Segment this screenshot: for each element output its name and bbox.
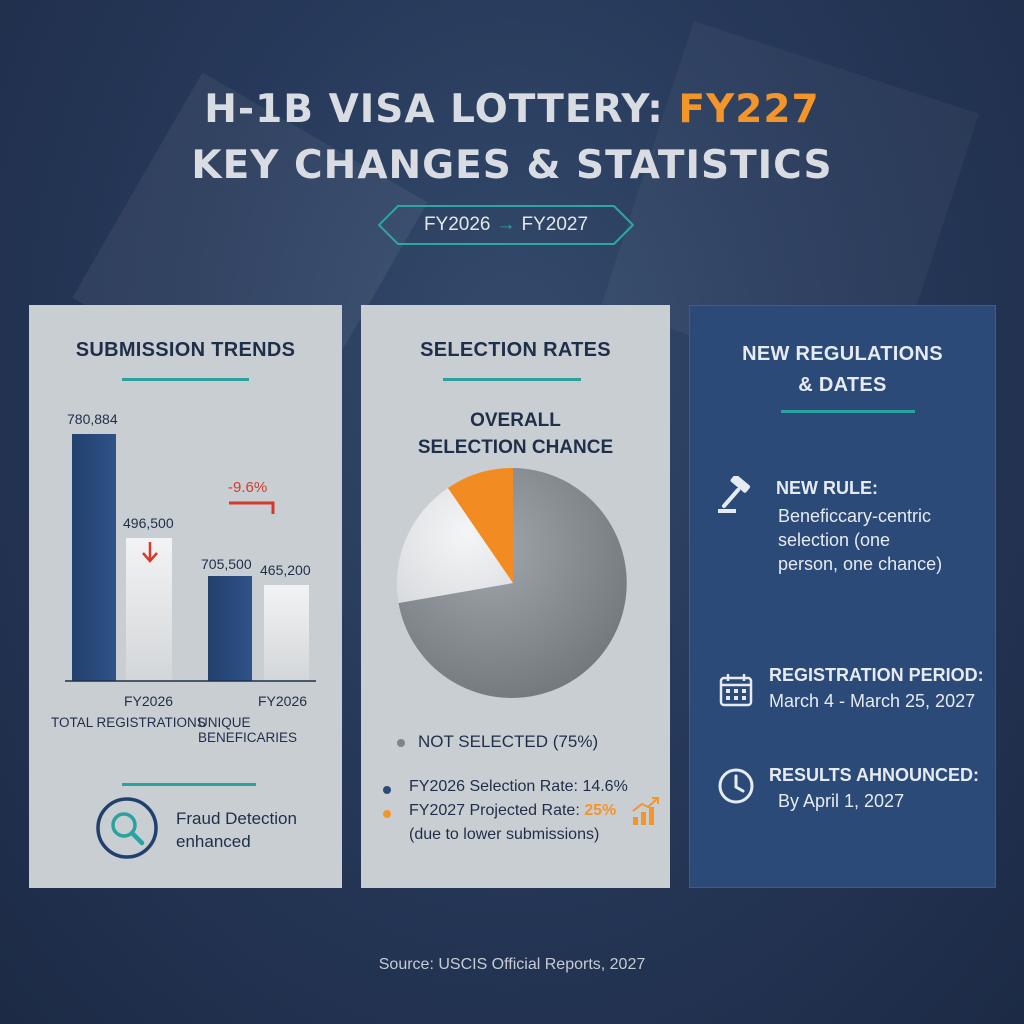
bar-value-label: 465,200 — [260, 562, 311, 578]
regulations-heading — [690, 339, 995, 401]
fraud-detection-note — [176, 807, 297, 853]
calendar-icon — [718, 672, 754, 708]
registration-period-dates: March 4 - March 25, 2027 — [769, 691, 976, 711]
fy-badge — [378, 205, 634, 245]
new-rule-text — [778, 504, 942, 576]
arrow-right-icon: → — [496, 214, 516, 235]
badge-from: FY2026 — [423, 214, 491, 235]
legend-dot-gray — [397, 739, 405, 747]
regulations-heading-line-1: NEW REGULATIONS — [742, 343, 943, 365]
clock-icon — [716, 766, 756, 806]
regulations-heading-line-2: & DATES — [798, 374, 887, 396]
bar-value-label: 705,500 — [201, 556, 252, 572]
legend-dot-navy — [383, 786, 391, 794]
group-year-label: FY2026 — [124, 693, 174, 709]
submission-trends-panel — [29, 305, 342, 888]
pie-title-line-2: SELECTION CHANCE — [417, 437, 614, 458]
group-name-label: UNIQUE BENEFICARIES — [198, 715, 298, 745]
registration-period-title: REGISTRATION PERIOD: — [769, 665, 984, 685]
selection-rates-panel — [361, 305, 670, 888]
divider-line — [122, 783, 256, 786]
legend-dot-orange — [383, 810, 391, 818]
new-rule-line-1: Beneficcary-centric — [778, 506, 932, 526]
legend-not-selected: NOT SELECTED (75%) — [418, 732, 599, 751]
selection-pie-chart — [361, 305, 670, 888]
bar-value-label: 780,884 — [67, 411, 118, 427]
results-date: By April 1, 2027 — [778, 791, 905, 811]
trend-up-icon — [631, 795, 661, 827]
group-name-label: TOTAL REGISTRATIONS — [51, 715, 206, 730]
results-title: RESULTS AHNOUNCED: — [769, 765, 979, 785]
legend-fy2027 — [409, 802, 616, 820]
legend-fy2027-value: 25% — [584, 802, 617, 819]
submission-trends-heading: SUBMISSION TRENDS — [75, 339, 296, 361]
legend-fy2026: FY2026 Selection Rate: 14.6% — [409, 778, 628, 795]
bar-fy2026-unique — [208, 576, 252, 681]
title-line2: KEY CHANGES & STATISTICS — [191, 143, 833, 188]
bar-fy2026-total — [72, 434, 116, 681]
new-rule-line-2: selection (one — [778, 530, 891, 550]
title-accent: FY227 — [678, 87, 820, 132]
selection-rates-heading: SELECTION RATES — [420, 339, 611, 361]
magnifier-icon — [94, 795, 160, 861]
page-title — [0, 82, 1024, 194]
change-badge-total: -9.6% — [228, 479, 268, 496]
bar-value-label: 496,500 — [123, 515, 174, 531]
fraud-line-2: enhanced — [176, 832, 251, 851]
gavel-icon — [716, 476, 756, 516]
submission-bar-chart — [29, 305, 342, 888]
source-note: Source: USCIS Official Reports, 2027 — [378, 956, 646, 973]
group-year-label: FY2026 — [258, 693, 308, 709]
pie-chart — [397, 468, 627, 698]
bar-fy2027-unique — [264, 585, 309, 681]
legend-note: (due to lower submissions) — [409, 826, 600, 843]
fraud-line-1: Fraud Detection — [176, 809, 297, 828]
pie-title-line-1: OVERALL — [470, 410, 561, 431]
heading-underline — [781, 410, 915, 413]
new-rule-line-3: person, one chance) — [778, 554, 943, 574]
title-prefix: H-1B VISA LOTTERY: — [204, 87, 679, 132]
badge-to: FY2027 — [521, 214, 589, 235]
new-rule-title: NEW RULE: — [776, 478, 878, 498]
legend-fy2027-prefix: FY2027 Projected Rate: — [409, 802, 585, 819]
regulations-panel — [689, 305, 996, 888]
